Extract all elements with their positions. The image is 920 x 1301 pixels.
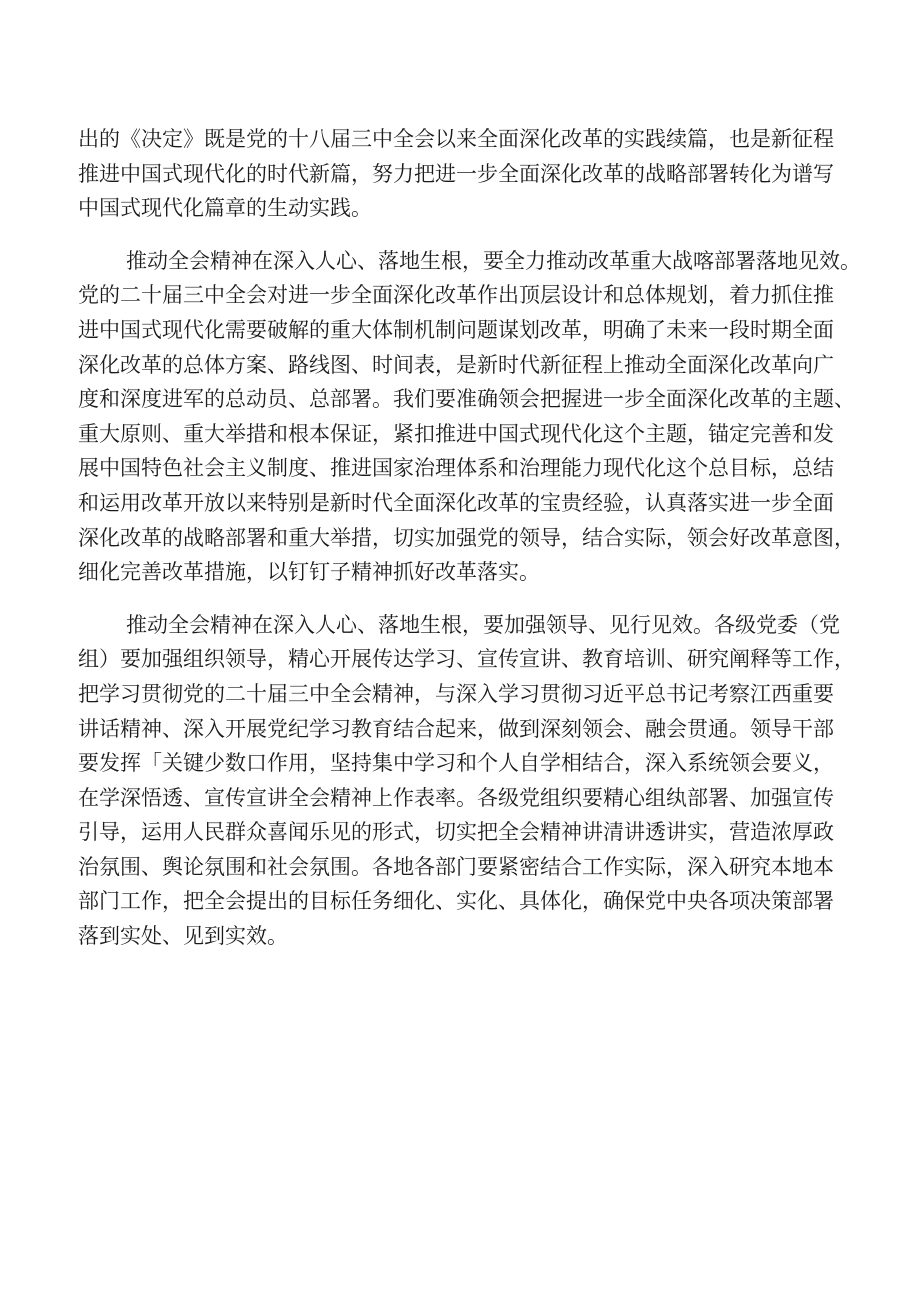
paragraph-line: 推动全会精神在深入人心、落地生根，要加强领导、见行见效。各级党委（党 [126, 612, 840, 637]
paragraph-spacer [78, 226, 868, 244]
document-body [78, 122, 868, 954]
paragraph-line: 引导，运用人民群众喜闻乐见的形式，切实把全会精神讲清讲透讲实，营造浓厚政 [78, 820, 834, 845]
paragraph-line: 治氛围、舆论氛围和社会氛围。各地各部门要紧密结合工作实际，深入研究本地本 [78, 854, 834, 879]
paragraph-line: 深化改革的总体方案、路线图、时间表，是新时代新征程上推动全面深化改革向广 [78, 352, 834, 377]
paragraph-2 [78, 244, 868, 590]
paragraph-3 [78, 608, 868, 954]
paragraph-line: 要发挥「关键少数口作用，坚持集中学习和个人自学相结合，深入系统领会要义， [78, 751, 834, 776]
paragraph-line: 出的《决定》既是党的十八届三中全会以来全面深化改革的实践续篇，也是新征程 [78, 127, 834, 151]
paragraph-line: 和运用改革开放以来特别是新时代全面深化改革的宝贵经验，认真落实进一步全面 [78, 490, 834, 515]
paragraph-1 [78, 122, 868, 226]
paragraph-line: 推进中国式现代化的时代新篇，努力把进一步全面深化改革的战略部署转化为谱写 [78, 161, 834, 186]
paragraph-line: 深化改革的战略部署和重大举措，切实加强党的领导，结合实际，领会好改革意图， [78, 525, 855, 550]
paragraph-line: 党的二十届三中全会对进一步全面深化改革作出顶层设计和总体规划，着力抓住推 [78, 283, 834, 308]
paragraph-line: 细化完善改革措施，以钉钉子精神抓好改革落实。 [78, 560, 540, 585]
paragraph-line: 进中国式现代化需要破解的重大体制机制问题谋划改革，明确了未来一段时期全面 [78, 317, 834, 342]
paragraph-spacer [78, 590, 868, 608]
paragraph-line: 度和深度进军的总动员、总部署。我们要准确领会把握进一步全面深化改革的主题、 [78, 387, 855, 412]
paragraph-line: 推动全会精神在深入人心、落地生根，要全力推动改革重大战喀部署落地见效。 [126, 248, 861, 273]
paragraph-line: 讲话精神、深入开展党纪学习教育结合起来，做到深刻领会、融会贯通。领导干部 [78, 716, 834, 741]
paragraph-line: 展中国特色社会主义制度、推进国家治理体系和治理能力现代化这个总目标，总结 [78, 456, 834, 481]
paragraph-line: 部门工作，把全会提出的目标任务细化、实化、具体化，确保党中央各项决策部署 [78, 889, 834, 914]
paragraph-line: 把学习贯彻党的二十届三中全会精神，与深入学习贯彻习近平总书记考察江西重要 [78, 681, 834, 706]
paragraph-line: 落到实处、见到实效。 [78, 924, 288, 949]
paragraph-line: 组）要加强组织领导，精心开展传达学习、宣传宣讲、教育培训、研究阐释等工作， [78, 647, 855, 672]
paragraph-line: 重大原则、重大举措和根本保证，紧扣推进中国式现代化这个主题，锚定完善和发 [78, 421, 834, 446]
paragraph-line: 在学深悟透、宣传宣讲全会精神上作表率。各级党组织要精心组纨部署、加强宣传 [78, 785, 834, 810]
paragraph-line: 中国式现代化篇章的生动实践。 [78, 196, 372, 221]
